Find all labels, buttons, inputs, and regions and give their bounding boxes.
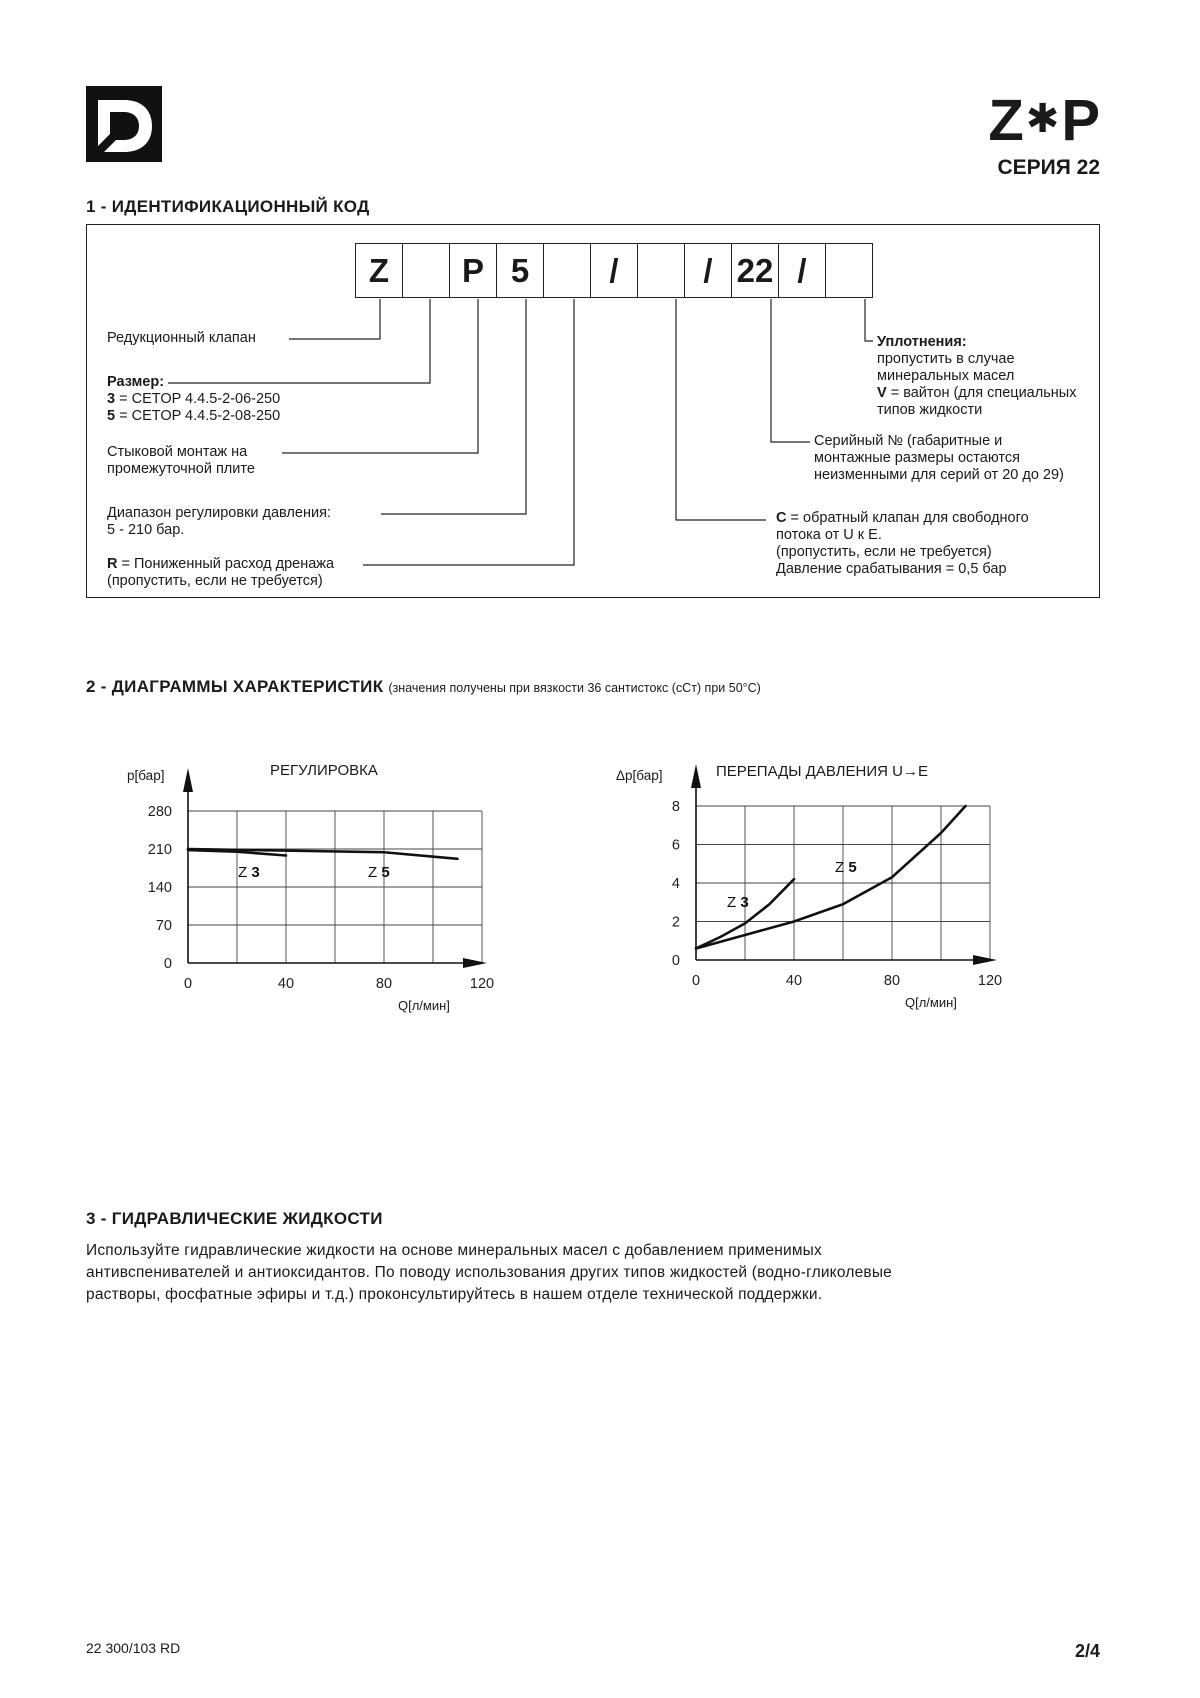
- series-label-z3: Z 3: [238, 864, 260, 881]
- code-cell-10: /: [778, 243, 826, 298]
- chart1-xlabel: Q[л/мин]: [398, 998, 450, 1013]
- section-2-note: (значения получены при вязкости 36 сантистокс (сСт) при 50°С): [388, 681, 761, 695]
- label-serial-line1: Серийный № (габаритные и: [814, 433, 1003, 449]
- label-seals-line2: минеральных масел: [877, 368, 1015, 384]
- label-c-line3: (пропустить, если не требуется): [776, 544, 992, 560]
- chart2-xlabel: Q[л/мин]: [905, 995, 957, 1010]
- label-mounting-line2: промежуточной плите: [107, 461, 255, 477]
- model-letter-z: Z: [988, 88, 1024, 153]
- y-tick-label: 0: [671, 953, 680, 969]
- y-tick-label: 0: [163, 956, 172, 972]
- seals-v-key: V: [877, 385, 887, 401]
- label-c-line2: потока от U к E.: [776, 527, 882, 543]
- y-tick-label: 70: [155, 918, 172, 934]
- y-tick-label: 4: [671, 876, 680, 892]
- series-label-z3: Z 3: [727, 894, 749, 911]
- label-r-line2: (пропустить, если не требуется): [107, 573, 323, 589]
- label-range-line2: 5 - 210 бар.: [107, 522, 185, 538]
- y-axis-arrow-icon: [691, 764, 701, 788]
- code-cell-8: /: [684, 243, 732, 298]
- para-line-3: растворы, фосфатные эфиры и т.д.) проконсультируйтесь в нашем отделе технической поддержки.: [86, 1286, 823, 1303]
- section-3-title: 3 - ГИДРАВЛИЧЕСКИЕ ЖИДКОСТИ: [86, 1209, 383, 1228]
- code-cell-9: 22: [731, 243, 779, 298]
- code-cell-4: 5: [496, 243, 544, 298]
- y-tick-label: 2: [671, 914, 680, 931]
- label-seals-line1: пропустить в случае: [877, 351, 1015, 367]
- chart1-title: РЕГУЛИРОВКА: [270, 762, 378, 779]
- size-3-text: = CETOP 4.4.5-2-06-250: [115, 391, 281, 407]
- x-tick-label: 80: [375, 976, 393, 992]
- label-c-line4: Давление срабатывания = 0,5 бар: [776, 561, 1007, 577]
- x-tick-label: 120: [977, 973, 1003, 989]
- label-seals-line3: типов жидкости: [877, 402, 983, 418]
- label-serial-line3: неизменными для серий от 20 до 29): [814, 467, 1064, 483]
- code-cell-6: /: [590, 243, 638, 298]
- c-text: = обратный клапан для свободного: [786, 510, 1029, 526]
- seals-v-text: = вайтон (для специальных: [886, 385, 1077, 401]
- r-text: = Пониженный расход дренажа: [117, 556, 335, 572]
- size-3-key: 3: [107, 391, 116, 407]
- section-2-heading: 2 - ДИАГРАММЫ ХАРАКТЕРИСТИК: [86, 677, 384, 696]
- y-tick-label: 8: [671, 799, 680, 815]
- chart2-ylabel: Δp[бар]: [616, 768, 663, 783]
- y-tick-label: 140: [147, 880, 172, 896]
- code-cell-1: Z: [355, 243, 403, 298]
- section-1-title: 1 - ИДЕНТИФИКАЦИОННЫЙ КОД: [86, 197, 370, 216]
- c-key: C: [776, 510, 787, 526]
- series-label: СЕРИЯ 22: [997, 156, 1100, 179]
- x-axis-arrow-icon: [973, 955, 997, 965]
- label-serial-line2: монтажные размеры остаются: [814, 450, 1020, 466]
- r-key: R: [107, 556, 118, 572]
- label-seals-title: Уплотнения:: [877, 334, 967, 350]
- y-tick-label: 210: [147, 842, 172, 858]
- y-tick-label: 280: [147, 804, 172, 820]
- asterisk-icon: ✱: [1025, 97, 1060, 141]
- para-line-1: Используйте гидравлические жидкости на основе минеральных масел с добавлением применимых: [86, 1242, 822, 1259]
- label-valve: Редукционный клапан: [107, 330, 256, 346]
- label-mounting-line1: Стыковой монтаж на: [107, 444, 248, 460]
- x-tick-label: 0: [183, 976, 193, 992]
- x-tick-label: 40: [785, 973, 803, 989]
- section-3-paragraph: [86, 1240, 1116, 1306]
- series-label-z5: Z 5: [368, 864, 390, 881]
- chart2-title: ПЕРЕПАДЫ ДАВЛЕНИЯ U→E: [716, 763, 928, 780]
- model-letter-p: P: [1061, 88, 1100, 153]
- document-code: 22 300/103 RD: [86, 1640, 181, 1656]
- series-label-z5: Z 5: [835, 859, 857, 876]
- para-line-2: антивспенивателей и антиоксидантов. По поводу использования других типов жидкостей (водно-гликолевые: [86, 1264, 892, 1281]
- label-size-title: Размер:: [107, 374, 165, 390]
- x-tick-label: 80: [883, 973, 901, 989]
- y-tick-label: 6: [671, 837, 680, 854]
- x-tick-label: 120: [469, 976, 495, 992]
- label-range-line1: Диапазон регулировки давления:: [107, 505, 331, 521]
- page-number: 2/4: [1074, 1641, 1100, 1661]
- code-cell-3: P: [449, 243, 497, 298]
- x-tick-label: 40: [277, 976, 295, 992]
- size-5-text: = CETOP 4.4.5-2-08-250: [115, 408, 281, 424]
- chart1-ylabel: p[бар]: [127, 768, 165, 783]
- x-tick-label: 0: [691, 973, 701, 989]
- size-5-key: 5: [107, 408, 116, 424]
